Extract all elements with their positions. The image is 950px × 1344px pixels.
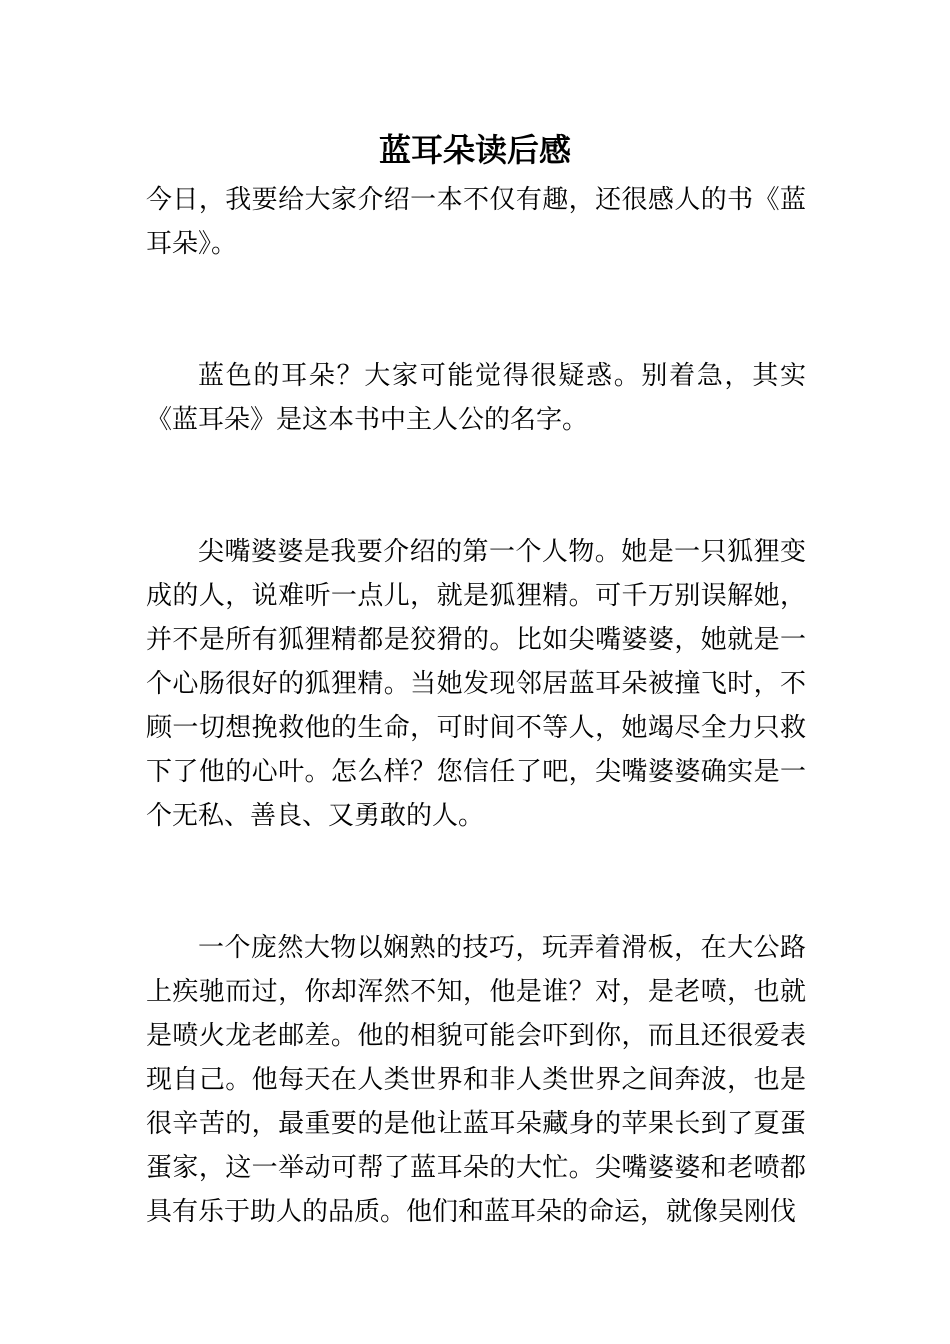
document-title: 蓝耳朵读后感 <box>378 131 571 169</box>
paragraph-intro: 今日，我要给大家介绍一本不仅有趣，还很感人的书《蓝耳朵》。 <box>146 185 806 259</box>
paragraph-pointy-granny: 尖嘴婆婆是我要介绍的第一个人物。她是一只狐狸变成的人，说难听一点儿，就是狐狸精。可千万别误解她，并不是所有狐狸精都是狡猾的。比如尖嘴婆婆，她就是一个心肠很好的狐狸精。当她发现邻居蓝耳朵被撞飞时，不顾一切想挽救他的生命，可时间不等人，她竭尽全力只救下了他的心叶。怎么样？您信任了吧，尖嘴婆婆确实是一个无私、善良、又勇敢的人。 <box>146 537 806 831</box>
document-body <box>146 178 806 1234</box>
paragraph-spacer <box>146 442 806 530</box>
paragraph-blue-ears: 蓝色的耳朵？大家可能觉得很疑惑。别着急，其实《蓝耳朵》是这本书中主人公的名字。 <box>146 361 806 435</box>
paragraph-old-pen: 一个庞然大物以娴熟的技巧，玩弄着滑板，在大公路上疾驰而过，你却浑然不知，他是谁？对，是老喷，也就是喷火龙老邮差。他的相貌可能会吓到你，而且还很爱表现自己。他每天在人类世界和非人类世界之间奔波，也是很辛苦的，最重要的是他让蓝耳朵藏身的苹果长到了夏蛋蛋家，这一举动可帮了蓝耳朵的大忙。尖嘴婆婆和老喷都具有乐于助人的品质。他们和蓝耳朵的命运，就像吴刚伐 <box>146 933 806 1227</box>
paragraph-spacer <box>146 838 806 926</box>
paragraph-spacer <box>146 266 806 354</box>
